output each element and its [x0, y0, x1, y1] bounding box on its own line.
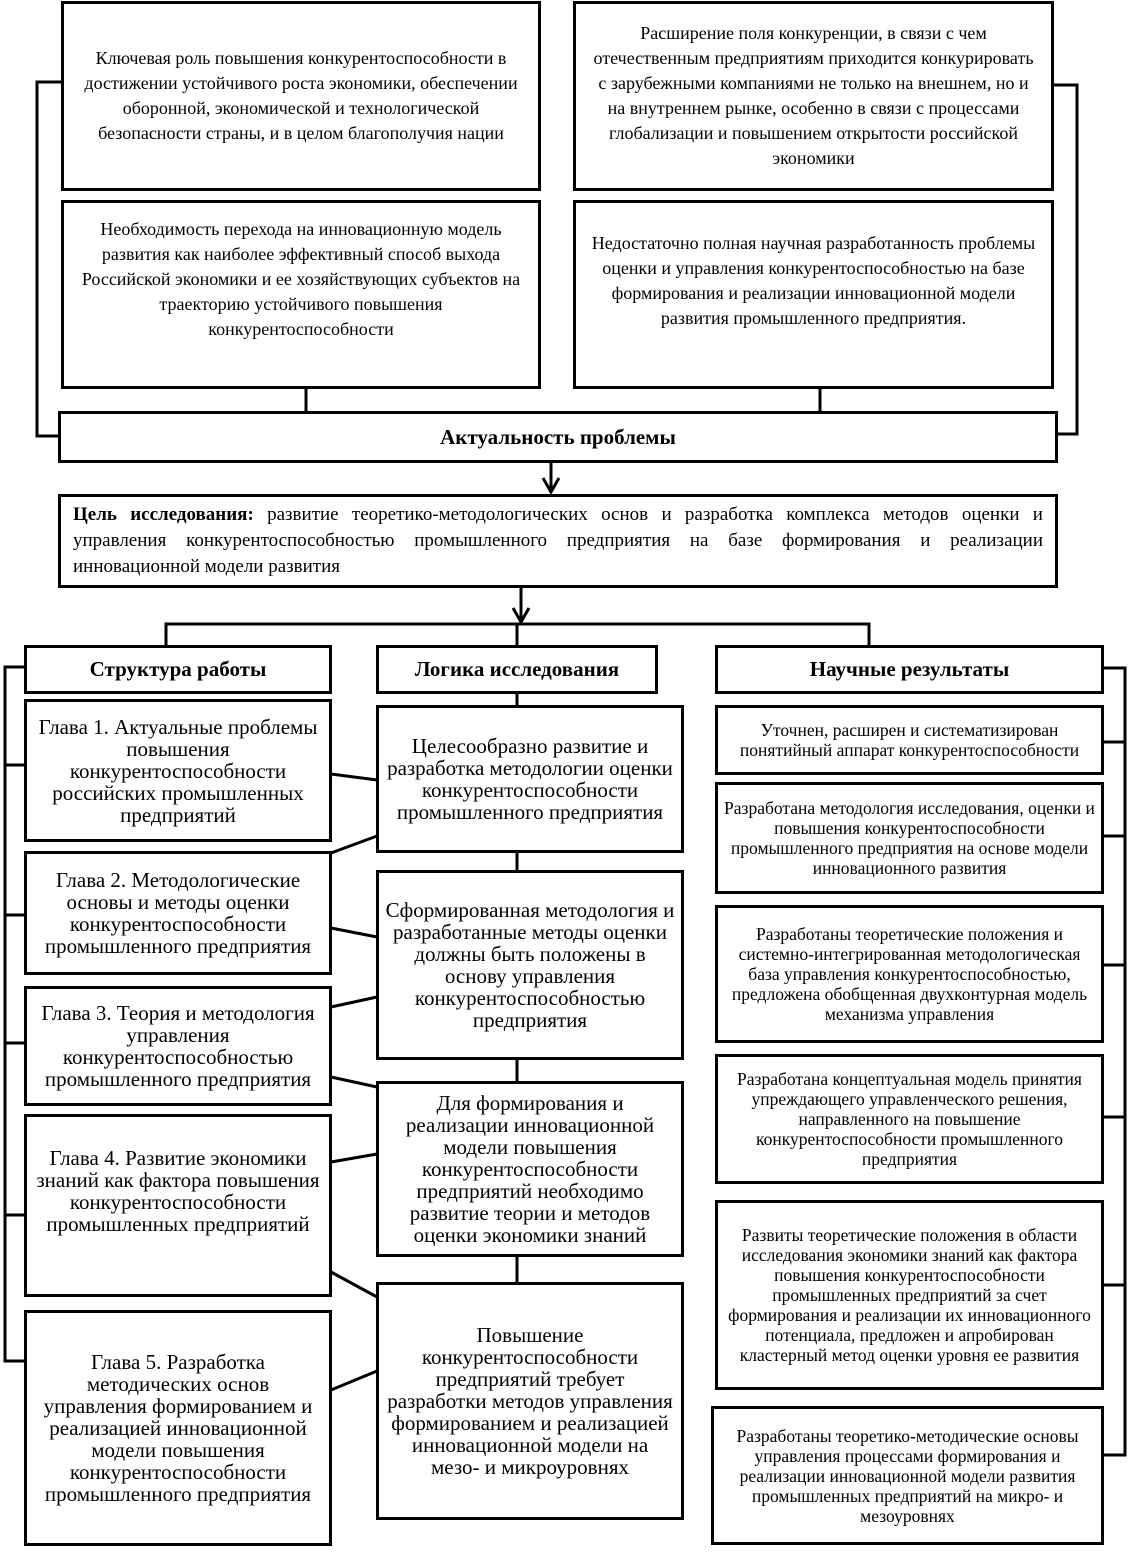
chapter-box	[24, 851, 332, 975]
result-box	[711, 1406, 1104, 1545]
research-goal-text	[73, 502, 1043, 580]
link-ch5-logic4	[331, 1371, 377, 1390]
result-box	[715, 1200, 1104, 1390]
chapter-text: Глава 4. Развитие экономики знаний как фактора повышения конкурентоспособности промышленных предприятий	[36, 1145, 320, 1236]
connector-right-bracket	[1052, 85, 1077, 434]
chapter-box	[24, 699, 332, 842]
relevance-title-box	[58, 411, 1058, 463]
result-text: Разработана методология исследования, оценки и повышения конкурентоспособности промышленного предприятия на основе модели инновационного развития	[724, 798, 1095, 878]
link-ch4-logic4	[331, 1272, 377, 1297]
relevance-factor-text: Недостаточно полная научная разработанность проблемы оценки и управления конкурентоспособностью на базе формирования и реализации инновационной модели развития промышленного предприятия.	[591, 232, 1036, 328]
column-title: Структура работы	[89, 657, 267, 682]
chapter-box	[24, 986, 332, 1106]
arrowhead-relevance-goal	[543, 478, 559, 492]
logic-step-box	[376, 870, 684, 1060]
relevance-title: Актуальность проблемы	[440, 424, 676, 449]
link-ch2-logic1	[331, 836, 377, 853]
result-text: Разработаны теоретические положения и системно-интегрированная методологическая база управления конкурентоспособностью, предложена обобщенная двухконтурная модель механизма управления	[731, 924, 1088, 1024]
link-ch4-logic3	[331, 1154, 377, 1162]
chapter-text: Глава 5. Разработка методических основ управления формированием и реализацией инновационной модели повышения конкурентоспособности промышленного предприятия	[43, 1350, 313, 1506]
chapter-box	[24, 1310, 332, 1546]
result-text: Разработана концептуальная модель принятия упреждающего управленческого решения, направленного на повышение конкурентоспособности промышленного предприятия	[737, 1069, 1082, 1169]
column-header-structure	[24, 645, 332, 694]
connector-structure-spine	[5, 667, 25, 1361]
result-box	[715, 705, 1104, 775]
relevance-factor-box	[61, 1, 541, 191]
chapter-box	[24, 1114, 332, 1297]
logic-step-text: Целесообразно развитие и разработка методологии оценки конкурентоспособности промышленного предприятия	[387, 734, 673, 824]
relevance-factor-box	[573, 200, 1054, 389]
relevance-factor-text: Ключевая роль повышения конкурентоспособности в достижении устойчивого роста экономики, обеспечении оборонной, экономической и технологической безопасности страны, и в целом благополучия нации	[84, 48, 518, 143]
result-box	[715, 782, 1104, 894]
logic-step-box	[376, 1282, 684, 1520]
relevance-factor-text: Расширение поля конкуренции, в связи с чем отечественным предприятиям приходится конкурировать с зарубежными компаниями не только на внешнем, но и на внутреннем рынке, особенно в связи с процессами глобализации и повышением открытости российской экономики	[593, 23, 1034, 168]
arrowhead-goal-columns	[513, 608, 529, 622]
column-header-results	[715, 645, 1104, 694]
research-goal-body: развитие теоретико-методологических основ и разработка комплекса методов оценки и управления конкурентоспособностью промышленного предприятия на базе формирования и реализации инновационной модели развития	[73, 504, 1043, 577]
result-box	[715, 1054, 1104, 1184]
research-goal-label: Цель исследования:	[73, 504, 254, 525]
logic-step-box	[376, 1081, 684, 1257]
chapter-text: Глава 2. Методологические основы и методы оценки конкурентоспособности промышленного предприятия	[44, 868, 312, 958]
link-ch2-logic2	[331, 928, 377, 937]
chapter-text: Глава 1. Актуальные проблемы повышения конкурентоспособности российских промышленных предприятий	[38, 714, 318, 827]
link-ch3-logic2	[331, 997, 377, 1007]
result-text: Разработаны теоретико-методические основы управления процессами формирования и реализации инновационной модели развития промышленных предприятий на микро- и мезоуровнях	[736, 1425, 1079, 1526]
column-title: Логика исследования	[414, 657, 620, 682]
connector-results-spine	[1102, 668, 1125, 1455]
research-goal-box	[58, 494, 1058, 588]
link-ch1-logic1	[331, 774, 377, 780]
logic-step-box	[376, 705, 684, 853]
relevance-factor-text: Необходимость перехода на инновационную модель развития как наиболее эффективный способ выхода Российской экономики и ее хозяйствующих субъектов на траекторию устойчивого повышения конкурентоспособности	[81, 219, 521, 339]
column-header-logic	[376, 645, 658, 694]
chapter-text: Глава 3. Теория и методология управления конкурентоспособностью промышленного предприятия	[41, 1001, 315, 1091]
logic-step-text: Для формирования и реализации инновационной модели повышения конкурентоспособности предприятий необходимо развитие теории и методов оценки экономики знаний	[405, 1091, 655, 1247]
relevance-factor-box	[61, 200, 541, 389]
connector-columns-bar	[166, 624, 869, 646]
link-ch3-logic3	[331, 1077, 377, 1087]
column-title: Научные результаты	[809, 657, 1010, 682]
result-box	[715, 905, 1104, 1043]
relevance-factor-box	[573, 1, 1054, 191]
logic-step-text: Повышение конкурентоспособности предприятий требует разработки методов управления формированием и реализацией инновационной модели на мезо- и микроуровнях	[387, 1323, 673, 1479]
logic-step-text: Сформированная методология и разработанные методы оценки должны быть положены в основу управления конкурентоспособностью предприятия	[385, 898, 675, 1032]
result-text: Развиты теоретические положения в области исследования экономики знаний как фактора повышения конкурентоспособности промышленных предприятий за счет формирования и реализации их инновационного потенциала, предложен и апробирован кластерный метод оценки уровня ее развития	[728, 1225, 1091, 1365]
result-text: Уточнен, расширен и систематизирован понятийный аппарат конкурентоспособности	[739, 720, 1080, 760]
connector-left-bracket	[37, 82, 62, 436]
